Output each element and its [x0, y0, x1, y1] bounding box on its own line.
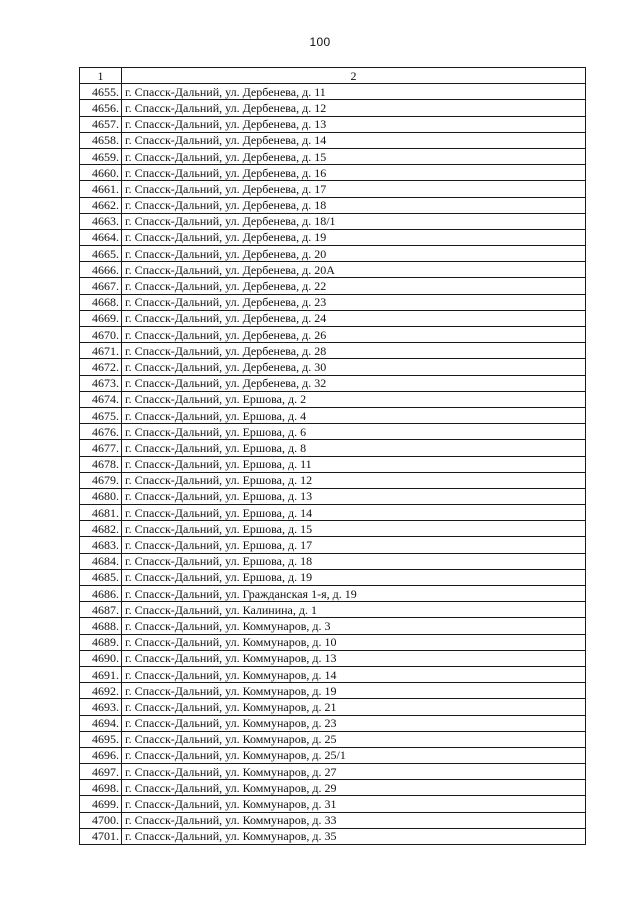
row-number: 4663.: [80, 213, 122, 229]
row-address: г. Спасск-Дальний, ул. Коммунаров, д. 21: [122, 699, 586, 715]
table-row: [80, 683, 586, 699]
row-number: 4691.: [80, 666, 122, 682]
address-table: [79, 67, 586, 845]
table-row: [80, 828, 586, 844]
row-number: 4660.: [80, 165, 122, 181]
row-address: г. Спасск-Дальний, ул. Дербенева, д. 14: [122, 132, 586, 148]
row-address: г. Спасск-Дальний, ул. Коммунаров, д. 25/1: [122, 747, 586, 763]
row-address: г. Спасск-Дальний, ул. Дербенева, д. 18: [122, 197, 586, 213]
row-address: г. Спасск-Дальний, ул. Коммунаров, д. 29: [122, 780, 586, 796]
row-number: 4693.: [80, 699, 122, 715]
table-row: [80, 650, 586, 666]
row-number: 4683.: [80, 537, 122, 553]
row-number: 4656.: [80, 100, 122, 116]
table-row: [80, 310, 586, 326]
table-row: [80, 262, 586, 278]
table-row: [80, 521, 586, 537]
row-address: г. Спасск-Дальний, ул. Коммунаров, д. 27: [122, 764, 586, 780]
row-address: г. Спасск-Дальний, ул. Дербенева, д. 23: [122, 294, 586, 310]
table-row: [80, 472, 586, 488]
row-number: 4662.: [80, 197, 122, 213]
row-address: г. Спасск-Дальний, ул. Коммунаров, д. 14: [122, 666, 586, 682]
table-row: [80, 359, 586, 375]
table-row: [80, 602, 586, 618]
table-row: [80, 424, 586, 440]
row-address: г. Спасск-Дальний, ул. Коммунаров, д. 23: [122, 715, 586, 731]
row-address: г. Спасск-Дальний, ул. Коммунаров, д. 35: [122, 828, 586, 844]
table-row: [80, 375, 586, 391]
table-row: [80, 391, 586, 407]
table-row: [80, 505, 586, 521]
row-address: г. Спасск-Дальний, ул. Калинина, д. 1: [122, 602, 586, 618]
row-number: 4698.: [80, 780, 122, 796]
row-number: 4689.: [80, 634, 122, 650]
row-address: г. Спасск-Дальний, ул. Ершова, д. 18: [122, 553, 586, 569]
row-address: г. Спасск-Дальний, ул. Ершова, д. 6: [122, 424, 586, 440]
column-header-address: 2: [122, 68, 586, 84]
row-number: 4661.: [80, 181, 122, 197]
row-number: 4695.: [80, 731, 122, 747]
row-address: г. Спасск-Дальний, ул. Ершова, д. 8: [122, 440, 586, 456]
table-row: [80, 699, 586, 715]
row-address: г. Спасск-Дальний, ул. Ершова, д. 11: [122, 456, 586, 472]
row-number: 4692.: [80, 683, 122, 699]
row-address: г. Спасск-Дальний, ул. Дербенева, д. 11: [122, 84, 586, 100]
table-row: [80, 116, 586, 132]
table-row: [80, 440, 586, 456]
row-address: г. Спасск-Дальний, ул. Дербенева, д. 20А: [122, 262, 586, 278]
row-number: 4678.: [80, 456, 122, 472]
row-number: 4694.: [80, 715, 122, 731]
row-number: 4696.: [80, 747, 122, 763]
table-row: [80, 132, 586, 148]
row-number: 4674.: [80, 391, 122, 407]
row-address: г. Спасск-Дальний, ул. Ершова, д. 19: [122, 569, 586, 585]
row-number: 4673.: [80, 375, 122, 391]
row-address: г. Спасск-Дальний, ул. Дербенева, д. 15: [122, 148, 586, 164]
row-address: г. Спасск-Дальний, ул. Дербенева, д. 13: [122, 116, 586, 132]
table-row: [80, 796, 586, 812]
row-number: 4655.: [80, 84, 122, 100]
table-row: [80, 294, 586, 310]
row-address: г. Спасск-Дальний, ул. Дербенева, д. 18/1: [122, 213, 586, 229]
row-address: г. Спасск-Дальний, ул. Дербенева, д. 12: [122, 100, 586, 116]
row-address: г. Спасск-Дальний, ул. Ершова, д. 17: [122, 537, 586, 553]
row-address: г. Спасск-Дальний, ул. Ершова, д. 14: [122, 505, 586, 521]
row-number: 4701.: [80, 828, 122, 844]
row-number: 4677.: [80, 440, 122, 456]
table-row: [80, 327, 586, 343]
row-address: г. Спасск-Дальний, ул. Гражданская 1-я, д. 19: [122, 586, 586, 602]
row-number: 4699.: [80, 796, 122, 812]
row-address: г. Спасск-Дальний, ул. Дербенева, д. 20: [122, 246, 586, 262]
row-number: 4700.: [80, 812, 122, 828]
row-address: г. Спасск-Дальний, ул. Ершова, д. 15: [122, 521, 586, 537]
table-row: [80, 553, 586, 569]
table-row: [80, 407, 586, 423]
row-address: г. Спасск-Дальний, ул. Коммунаров, д. 13: [122, 650, 586, 666]
row-number: 4666.: [80, 262, 122, 278]
row-number: 4690.: [80, 650, 122, 666]
row-number: 4686.: [80, 586, 122, 602]
table-row: [80, 181, 586, 197]
table-row: [80, 569, 586, 585]
row-address: г. Спасск-Дальний, ул. Дербенева, д. 32: [122, 375, 586, 391]
table-row: [80, 634, 586, 650]
row-number: 4685.: [80, 569, 122, 585]
header-row: [80, 68, 586, 84]
row-address: г. Спасск-Дальний, ул. Коммунаров, д. 10: [122, 634, 586, 650]
row-address: г. Спасск-Дальний, ул. Дербенева, д. 17: [122, 181, 586, 197]
row-address: г. Спасск-Дальний, ул. Дербенева, д. 30: [122, 359, 586, 375]
row-number: 4688.: [80, 618, 122, 634]
row-number: 4697.: [80, 764, 122, 780]
table-row: [80, 780, 586, 796]
row-number: 4682.: [80, 521, 122, 537]
row-address: г. Спасск-Дальний, ул. Коммунаров, д. 19: [122, 683, 586, 699]
row-address: г. Спасск-Дальний, ул. Дербенева, д. 24: [122, 310, 586, 326]
row-number: 4671.: [80, 343, 122, 359]
row-number: 4679.: [80, 472, 122, 488]
row-address: г. Спасск-Дальний, ул. Коммунаров, д. 25: [122, 731, 586, 747]
table-row: [80, 148, 586, 164]
row-address: г. Спасск-Дальний, ул. Ершова, д. 12: [122, 472, 586, 488]
table-header: [80, 68, 586, 84]
row-address: г. Спасск-Дальний, ул. Дербенева, д. 26: [122, 327, 586, 343]
table-row: [80, 100, 586, 116]
row-number: 4669.: [80, 310, 122, 326]
table-row: [80, 165, 586, 181]
row-number: 4659.: [80, 148, 122, 164]
table-row: [80, 197, 586, 213]
row-address: г. Спасск-Дальний, ул. Ершова, д. 13: [122, 488, 586, 504]
table-row: [80, 229, 586, 245]
row-address: г. Спасск-Дальний, ул. Дербенева, д. 19: [122, 229, 586, 245]
row-number: 4658.: [80, 132, 122, 148]
table-row: [80, 586, 586, 602]
row-number: 4684.: [80, 553, 122, 569]
row-number: 4687.: [80, 602, 122, 618]
table-row: [80, 456, 586, 472]
row-address: г. Спасск-Дальний, ул. Ершова, д. 4: [122, 407, 586, 423]
row-number: 4675.: [80, 407, 122, 423]
table-row: [80, 278, 586, 294]
row-number: 4664.: [80, 229, 122, 245]
row-number: 4676.: [80, 424, 122, 440]
table-row: [80, 747, 586, 763]
row-address: г. Спасск-Дальний, ул. Ершова, д. 2: [122, 391, 586, 407]
row-address: г. Спасск-Дальний, ул. Дербенева, д. 16: [122, 165, 586, 181]
table-row: [80, 84, 586, 100]
row-number: 4672.: [80, 359, 122, 375]
row-number: 4668.: [80, 294, 122, 310]
table-row: [80, 812, 586, 828]
table-row: [80, 764, 586, 780]
row-address: г. Спасск-Дальний, ул. Дербенева, д. 22: [122, 278, 586, 294]
table-row: [80, 343, 586, 359]
row-address: г. Спасск-Дальний, ул. Коммунаров, д. 31: [122, 796, 586, 812]
row-address: г. Спасск-Дальний, ул. Коммунаров, д. 33: [122, 812, 586, 828]
table-row: [80, 213, 586, 229]
page-number: 100: [309, 35, 331, 49]
row-number: 4681.: [80, 505, 122, 521]
table-row: [80, 666, 586, 682]
table-row: [80, 537, 586, 553]
column-header-number: 1: [80, 68, 122, 84]
row-address: г. Спасск-Дальний, ул. Дербенева, д. 28: [122, 343, 586, 359]
table-row: [80, 731, 586, 747]
row-number: 4665.: [80, 246, 122, 262]
table-row: [80, 618, 586, 634]
row-address: г. Спасск-Дальний, ул. Коммунаров, д. 3: [122, 618, 586, 634]
table-row: [80, 488, 586, 504]
row-number: 4670.: [80, 327, 122, 343]
table-row: [80, 715, 586, 731]
table-row: [80, 246, 586, 262]
row-number: 4657.: [80, 116, 122, 132]
row-number: 4667.: [80, 278, 122, 294]
table-body: [80, 84, 586, 845]
row-number: 4680.: [80, 488, 122, 504]
